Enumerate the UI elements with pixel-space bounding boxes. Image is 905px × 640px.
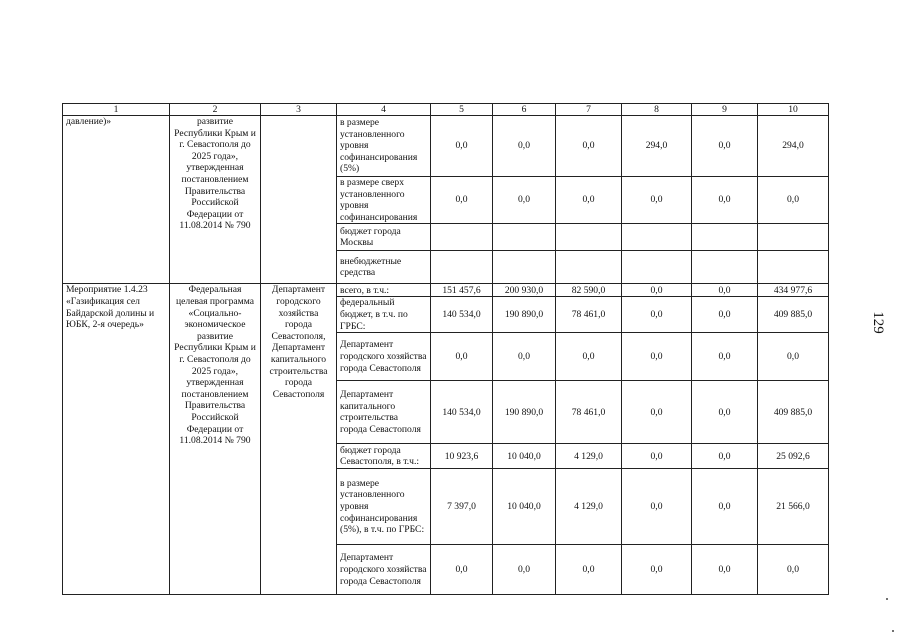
- value-cell-col7: 78 461,0: [556, 297, 622, 333]
- value-cell-col10: [758, 224, 829, 251]
- funding-source-label: Департамент капитального строительства города Севастополя: [337, 381, 431, 444]
- value-cell-col10: 409 885,0: [758, 381, 829, 444]
- value-cell-col9: 0,0: [692, 284, 758, 297]
- value-cell-col5: 140 534,0: [431, 381, 493, 444]
- value-cell-col5: 140 534,0: [431, 297, 493, 333]
- scan-speck: [886, 598, 888, 600]
- value-cell-col8: 0,0: [622, 381, 692, 444]
- value-cell-col8: 0,0: [622, 177, 692, 224]
- column-header-7: 7: [556, 104, 622, 116]
- value-cell-col6: 190 890,0: [493, 297, 556, 333]
- value-cell-col10: 0,0: [758, 177, 829, 224]
- value-cell-col9: 0,0: [692, 545, 758, 595]
- column-header-1: 1: [63, 104, 170, 116]
- value-cell-col9: [692, 224, 758, 251]
- value-cell-col10: 434 977,6: [758, 284, 829, 297]
- value-cell-col6: [493, 251, 556, 284]
- value-cell-col9: 0,0: [692, 177, 758, 224]
- funding-source-label: внебюджетные средства: [337, 251, 431, 284]
- column-header-5: 5: [431, 104, 493, 116]
- value-cell-col6: 190 890,0: [493, 381, 556, 444]
- value-cell-col7: [556, 224, 622, 251]
- value-cell-col5: 151 457,6: [431, 284, 493, 297]
- value-cell-col9: 0,0: [692, 297, 758, 333]
- value-cell-col10: 21 566,0: [758, 469, 829, 545]
- value-cell-col5: [431, 224, 493, 251]
- group1-col3-cell: [261, 116, 337, 284]
- value-cell-col7: 0,0: [556, 177, 622, 224]
- value-cell-col7: 4 129,0: [556, 469, 622, 545]
- column-header-6: 6: [493, 104, 556, 116]
- group2-col1-cell: Мероприятие 1.4.23 «Газификация сел Байдарской долины и ЮБК, 2-я очередь»: [63, 284, 170, 595]
- value-cell-col6: 0,0: [493, 333, 556, 381]
- value-cell-col9: 0,0: [692, 116, 758, 177]
- group2-col3-cell: Департамент городского хозяйства города Севастополя, Департамент капитального строительства города Севастополя: [261, 284, 337, 595]
- value-cell-col8: 0,0: [622, 469, 692, 545]
- funding-source-label: федеральный бюджет, в т.ч. по ГРБС:: [337, 297, 431, 333]
- value-cell-col7: 0,0: [556, 116, 622, 177]
- value-cell-col5: 0,0: [431, 333, 493, 381]
- value-cell-col5: 0,0: [431, 177, 493, 224]
- value-cell-col10: [758, 251, 829, 284]
- group2-col2-cell: Федеральная целевая программа «Социально-экономическое развитие Республики Крым и г. Севастополя до 2025 года», утвержденная постановлением Правительства Российской Федерации от 11.08.2014 № 790: [170, 284, 261, 595]
- column-header-9: 9: [692, 104, 758, 116]
- value-cell-col6: 0,0: [493, 545, 556, 595]
- value-cell-col5: 0,0: [431, 116, 493, 177]
- value-cell-col8: 294,0: [622, 116, 692, 177]
- funding-source-label: Департамент городского хозяйства города Севастополя: [337, 545, 431, 595]
- value-cell-col8: 0,0: [622, 284, 692, 297]
- funding-source-label: всего, в т.ч.:: [337, 284, 431, 297]
- value-cell-col6: 0,0: [493, 177, 556, 224]
- value-cell-col5: 10 923,6: [431, 444, 493, 469]
- value-cell-col6: [493, 224, 556, 251]
- value-cell-col6: 200 930,0: [493, 284, 556, 297]
- funding-source-label: бюджет города Москвы: [337, 224, 431, 251]
- group1-col2-cell: развитие Республики Крым и г. Севастополя до 2025 года», утвержденная постановлением Правительства Российской Федерации от 11.08.2014 № 790: [170, 116, 261, 284]
- value-cell-col7: 0,0: [556, 333, 622, 381]
- value-cell-col7: [556, 251, 622, 284]
- table-row: [63, 284, 829, 297]
- value-cell-col10: 409 885,0: [758, 297, 829, 333]
- value-cell-col5: 0,0: [431, 545, 493, 595]
- value-cell-col8: 0,0: [622, 297, 692, 333]
- column-header-4: 4: [337, 104, 431, 116]
- value-cell-col9: [692, 251, 758, 284]
- funding-source-label: в размере установленного уровня софинансирования (5%): [337, 116, 431, 177]
- value-cell-col7: 78 461,0: [556, 381, 622, 444]
- page-number: 129: [869, 311, 886, 334]
- column-header-10: 10: [758, 104, 829, 116]
- column-header-3: 3: [261, 104, 337, 116]
- value-cell-col8: [622, 251, 692, 284]
- value-cell-col8: 0,0: [622, 333, 692, 381]
- value-cell-col7: 82 590,0: [556, 284, 622, 297]
- group1-col1-cell: давление)»: [63, 116, 170, 284]
- value-cell-col5: 7 397,0: [431, 469, 493, 545]
- value-cell-col10: 0,0: [758, 545, 829, 595]
- value-cell-col6: 0,0: [493, 116, 556, 177]
- value-cell-col6: 10 040,0: [493, 469, 556, 545]
- column-header-2: 2: [170, 104, 261, 116]
- funding-source-label: бюджет города Севастополя, в т.ч.:: [337, 444, 431, 469]
- table-header-row: [63, 104, 829, 116]
- value-cell-col10: 0,0: [758, 333, 829, 381]
- value-cell-col8: [622, 224, 692, 251]
- value-cell-col9: 0,0: [692, 469, 758, 545]
- table-row: [63, 116, 829, 177]
- value-cell-col7: 0,0: [556, 545, 622, 595]
- funding-source-label: в размере сверх установленного уровня софинансирования: [337, 177, 431, 224]
- value-cell-col9: 0,0: [692, 444, 758, 469]
- column-header-8: 8: [622, 104, 692, 116]
- funding-source-label: в размере установленного уровня софинансирования (5%), в т.ч. по ГРБС:: [337, 469, 431, 545]
- value-cell-col9: 0,0: [692, 333, 758, 381]
- scan-speck: [892, 630, 894, 632]
- value-cell-col10: 294,0: [758, 116, 829, 177]
- value-cell-col6: 10 040,0: [493, 444, 556, 469]
- value-cell-col8: 0,0: [622, 545, 692, 595]
- value-cell-col10: 25 092,6: [758, 444, 829, 469]
- value-cell-col8: 0,0: [622, 444, 692, 469]
- funding-source-label: Департамент городского хозяйства города Севастополя: [337, 333, 431, 381]
- value-cell-col9: 0,0: [692, 381, 758, 444]
- value-cell-col7: 4 129,0: [556, 444, 622, 469]
- budget-table: [62, 103, 829, 595]
- value-cell-col5: [431, 251, 493, 284]
